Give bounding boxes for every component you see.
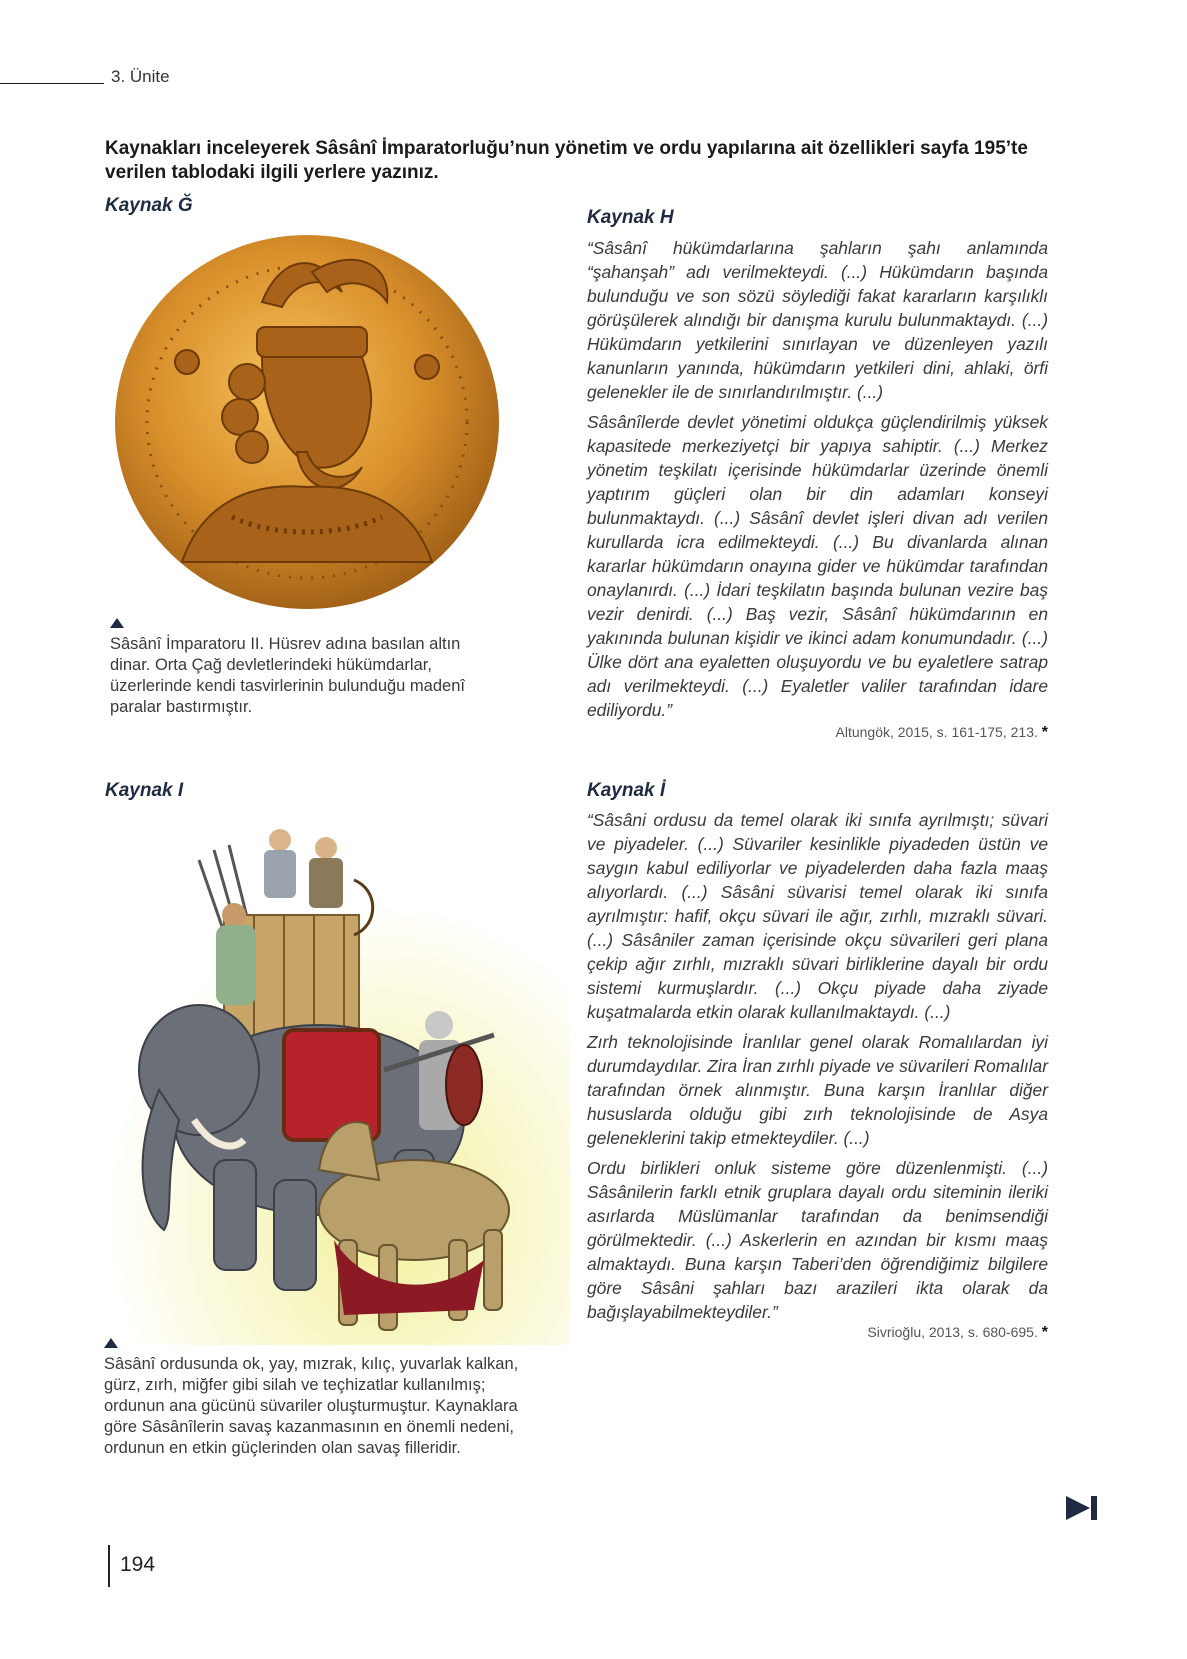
source-i-dotted-quote [587, 808, 1048, 1330]
source-i-dotted-citation [700, 1324, 1048, 1342]
source-h-citation-text: Altungök, 2015, s. 161-175, 213. [835, 724, 1038, 740]
source-i-dotless-caption [104, 1338, 544, 1459]
source-h-citation [700, 724, 1048, 742]
unit-label: 3. Ünite [111, 67, 170, 86]
source-g-caption [110, 618, 500, 718]
next-page-icon[interactable] [1066, 1495, 1098, 1521]
source-i-dotless-caption-text: Sâsânî ordusunda ok, yay, mızrak, kılıç, yuvarlak kalkan, gürz, zırh, miğfer gibi silah ve teçhizatlar kullanılmış; ordunun ana gücünü süvariler oluşturmuştur. Kaynaklara göre Sâsânîlerin savaş kazanmasının en önemli nedeni, ordunun en etkin güçlerinden olan savaş filleridir. [104, 1355, 519, 1457]
source-i-dotted-paragraph-1: “Sâsâni ordusu da temel olarak iki sınıfa ayrılmıştı; süvari ve piyadeler. (...) Süvariler kesinlikle piyadeden üstün ve saygın kabul ediliyorlar ve piyadelerden daha fazla maaş alıyorlardı. (...) Sâsâni süvarisi temel olarak iki sınıfa ayrılmıştır: hafif, okçu süvari ile ağır, zırhlı, mızraklı süvari. (...) Sâsâniler zaman içerisinde okçu süvarileri geri plana çekip ağır zırhlı, mızraklı süvari birliklerine dayalı bir ordu sistemi kurmuşlardır. (...) Okçu piyade daha ziyade kuşatmalarda etkin olarak kullanılmaktaydı. (...) [587, 810, 1048, 1022]
instruction-text: Kaynakları inceleyerek Sâsânî İmparatorluğu’nun yönetim ve ordu yapılarına ait özellikleri sayfa 195’te verilen tablodaki ilgili yerlere yazınız. [105, 138, 1028, 183]
source-i-dotted-paragraph-3: Ordu birlikleri onluk sisteme göre düzenlenmişti. (...) Sâsânilerin farklı etnik gruplara dayalı ordu siteminin ileriki asırlarda Müslümanlar tarafından da benimsendiği görülmektedir. (...) Askerlerin en azından bir kısmı maaş almaktaydı. Buna karşın Taberi’den öğrendiğimiz bilgilere göre Sâsâni şahları bazı arazileri ikta olarak da bağışlayabilmekteydiler.” [587, 1158, 1048, 1322]
source-i-dotless-title: Kaynak I [105, 780, 184, 801]
war-elephant-illustration [104, 820, 570, 1345]
page-number: 194 [120, 1553, 156, 1576]
gold-dinar-image [112, 232, 502, 612]
source-h-paragraph-1: “Sâsânî hükümdarlarına şahların şahı anlamında “şahanşah” adı verilmekteydi. (...) Hükümdarın başında bulunduğu ve son sözü söylediği fakat kararların karşılıklı görüşülerek alındığı bir danışma kurulu bulunmaktaydı. (...) Hükümdarın yetkilerini sınırlayan ve düzenleyen yazılı kanunların yanında, hükümdarın yetkileri dini, ahlaki, örfi gelenekler ile de sınırlandırılmıştır. (...) [587, 238, 1048, 402]
triangle-up-icon [104, 1338, 118, 1348]
source-i-dotted-paragraph-2: Zırh teknolojisinde İranlılar genel olarak Romalılardan iyi durumdaydılar. Zira İran zırhlı piyade ve süvarileri Romalılar tarafından örnek alınmıştır. Buna karşın İranlılar diğer hususlarda olduğu gibi zırh teknolojisinde de Asya geleneklerini takip etmekteydiler. (...) [587, 1032, 1048, 1148]
source-h-citation-mark: * [1041, 724, 1048, 741]
source-g-caption-text: Sâsânî İmparatoru II. Hüsrev adına basılan altın dinar. Orta Çağ devletlerindeki hükümdarlar, üzerlerinde kendi tasvirlerinin bulunduğu madenî paralar bastırmıştır. [110, 635, 465, 716]
source-h-paragraph-2: Sâsânîlerde devlet yönetimi oldukça güçlendirilmiş yüksek kapasitede merkeziyetçi bir yapıya sahiptir. (...) Merkez yönetim teşkilatı içerisinde hükümdarlar üzerinde önemli yaptırım güçleri olan bir din adamları konseyi bulunmaktaydı. (...) Sâsânî devlet işleri divan adı verilen kurullarda icra edilmekteydi. (...) Bu divanlarda alınan kararlar hükümdarın onayına gider ve hükümdar tarafından onaylanırdı. (...) İdari teşkilatın başında bulunan vezire baş vezir denirdi. (...) Baş vezir, Sâsânî hükümdarının en yakınında bulunan kişidir ve ikinci adam konumundadır. (...) Ülke dört ana eyaletten oluşuyordu ve bu eyaletlere satrap adı verilmekteydi. (...) Eyaletler valiler tarafından idare ediliyordu.” [587, 412, 1048, 720]
page-number-rule [108, 1545, 110, 1587]
source-i-dotted-title: Kaynak İ [587, 780, 666, 801]
source-h-quote [587, 236, 1048, 728]
triangle-up-icon [110, 618, 124, 628]
source-h-title: Kaynak H [587, 207, 674, 228]
source-i-dotted-citation-mark: * [1041, 1324, 1048, 1341]
source-g-title: Kaynak Ğ [105, 195, 193, 216]
source-i-dotted-citation-text: Sivrioğlu, 2013, s. 680-695. [867, 1324, 1038, 1340]
header-rule [0, 83, 104, 84]
